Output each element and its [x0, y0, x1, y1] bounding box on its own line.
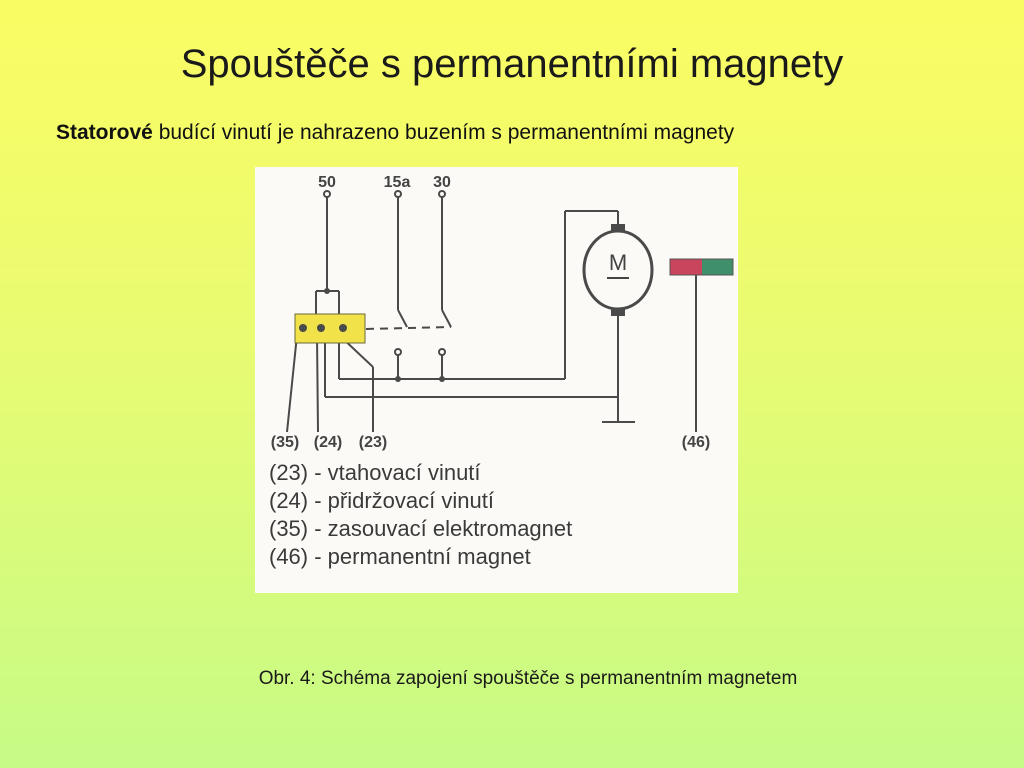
- legend-item-23: (23) - vtahovací vinutí: [269, 460, 481, 485]
- junction-30: [439, 376, 445, 382]
- switch-15a-contact: [395, 349, 401, 355]
- switch-30-contact: [439, 349, 445, 355]
- solenoid-terminal-2: [317, 324, 325, 332]
- solenoid-terminal-1: [299, 324, 307, 332]
- mechanical-link: [366, 327, 451, 329]
- diagram-legend: [269, 459, 572, 571]
- terminal-label-50: 50: [318, 174, 336, 191]
- terminal-15a-node: [395, 191, 401, 197]
- callout-23: (23): [358, 434, 388, 451]
- terminal-label-15a: 15a: [383, 174, 411, 191]
- slide-subtitle: [56, 121, 734, 145]
- leader-35: [287, 335, 297, 432]
- starter-circuit-figure: [255, 167, 738, 593]
- switch-15a: [398, 310, 407, 327]
- solenoid-terminal-3: [339, 324, 347, 332]
- legend-item-35: (35) - zasouvací elektromagnet: [269, 516, 573, 541]
- callout-35: (35): [270, 434, 300, 451]
- subtitle-rest: budící vinutí je nahrazeno buzením s permanentními magnety: [152, 121, 735, 144]
- callout-46: (46): [681, 434, 711, 451]
- switch-30: [442, 310, 451, 327]
- terminal-30-node: [439, 191, 445, 197]
- legend-item-46: (46) - permanentní magnet: [269, 544, 531, 569]
- terminal-label-30: 30: [433, 174, 451, 191]
- legend-item-24: (24) - přidržovací vinutí: [269, 488, 494, 513]
- callout-24: (24): [313, 434, 343, 451]
- leader-24: [317, 335, 318, 432]
- subtitle-bold: Statorové: [56, 121, 153, 144]
- magnet-red-pole: [670, 259, 702, 275]
- magnet-green-pole: [702, 259, 733, 275]
- terminal-50-node: [324, 191, 330, 197]
- figure-caption: Obr. 4: Schéma zapojení spouštěče s permanentním magnetem: [258, 668, 798, 689]
- junction-50: [324, 288, 330, 294]
- motor-label: M: [608, 250, 628, 275]
- slide-title: Spouštěče s permanentními magnety: [180, 42, 844, 86]
- junction-15a: [395, 376, 401, 382]
